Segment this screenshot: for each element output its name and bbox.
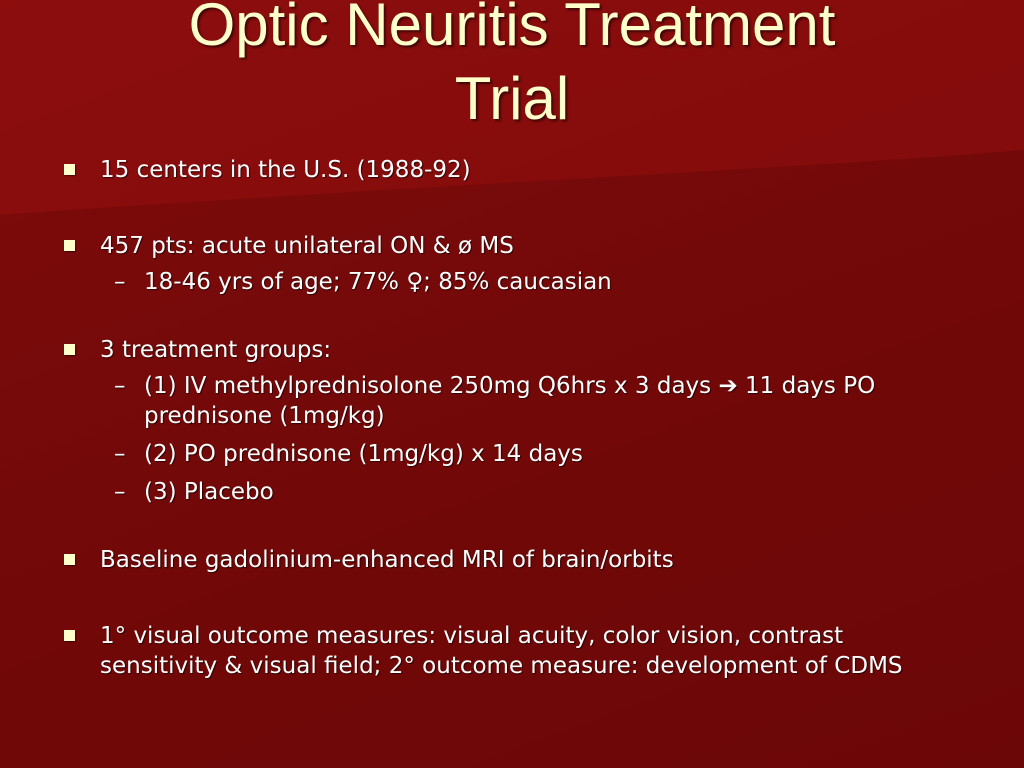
slide-content bbox=[62, 155, 962, 689]
bullet-item bbox=[62, 231, 962, 261]
sub-bullet-text: 18-46 yrs of age; 77% ♀; 85% caucasian bbox=[144, 269, 612, 295]
sub-bullet-item bbox=[62, 267, 962, 297]
sub-bullet-text: (1) IV methylprednisolone 250mg Q6hrs x 3 days ➔ 11 days PO prednisone (1mg/kg) bbox=[144, 373, 876, 429]
dash-bullet-icon: – bbox=[114, 441, 126, 467]
sub-bullet-item bbox=[62, 477, 962, 507]
bullet-text: 3 treatment groups: bbox=[100, 337, 332, 363]
bullet-item bbox=[62, 545, 962, 575]
square-bullet-icon bbox=[64, 630, 75, 641]
dash-bullet-icon: – bbox=[114, 269, 126, 295]
bullet-text: 457 pts: acute unilateral ON & ø MS bbox=[100, 233, 514, 259]
slide-title bbox=[0, 0, 1024, 136]
bullet-text: 15 centers in the U.S. (1988-92) bbox=[100, 157, 471, 183]
sub-bullet-item bbox=[62, 439, 962, 469]
dash-bullet-icon: – bbox=[114, 479, 126, 505]
bullet-text: 1° visual outcome measures: visual acuity, color vision, contrast sensitivity & visual field; 2° outcome measure: development of CDMS bbox=[100, 623, 903, 679]
square-bullet-icon bbox=[64, 554, 75, 565]
sub-bullet-text: (2) PO prednisone (1mg/kg) x 14 days bbox=[144, 441, 583, 467]
sub-bullet-item bbox=[62, 371, 962, 431]
dash-bullet-icon: – bbox=[114, 373, 126, 399]
bullet-item bbox=[62, 621, 962, 681]
title-line-2: Trial bbox=[454, 65, 570, 132]
bullet-item bbox=[62, 155, 962, 185]
bullet-text: Baseline gadolinium-enhanced MRI of brain/orbits bbox=[100, 547, 674, 573]
square-bullet-icon bbox=[64, 344, 75, 355]
sub-bullet-text: (3) Placebo bbox=[144, 479, 274, 505]
square-bullet-icon bbox=[64, 240, 75, 251]
title-line-1: Optic Neuritis Treatment bbox=[188, 0, 836, 58]
bullet-item bbox=[62, 335, 962, 365]
square-bullet-icon bbox=[64, 164, 75, 175]
